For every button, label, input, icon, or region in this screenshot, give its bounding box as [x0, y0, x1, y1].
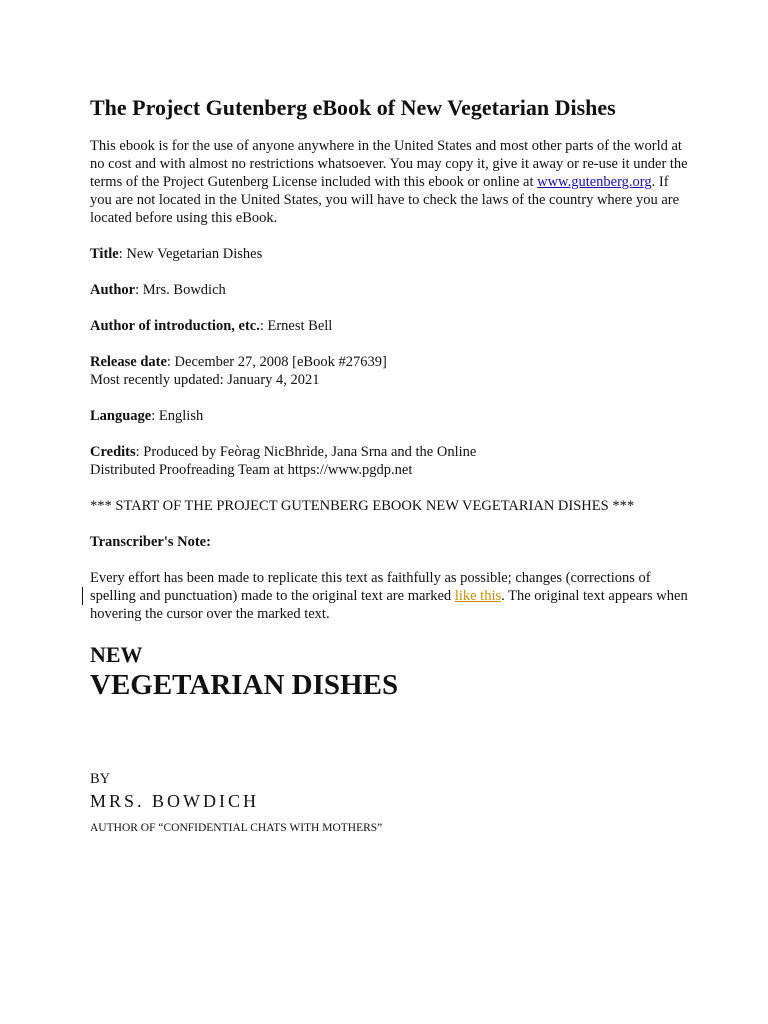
release-label: Release date	[90, 354, 167, 370]
book-title-new: NEW	[90, 642, 143, 667]
credits-field	[90, 443, 690, 479]
intro-author-label: Author of introduction, etc.	[90, 318, 260, 334]
byline-by: BY	[90, 771, 111, 787]
credits-value-line2: Distributed Proofreading Team at https://www.pgdp.net	[90, 462, 413, 478]
start-marker: *** START OF THE PROJECT GUTENBERG EBOOK NEW VEGETARIAN DISHES ***	[90, 498, 635, 514]
intro-paragraph	[90, 137, 690, 227]
language-label: Language	[90, 408, 152, 424]
transcriber-text-part1: Every effort has been made to replicate this text as faithfully as possible; changes (corrections of spelling and punctuation) made to the original text are marked	[90, 570, 651, 604]
author-field	[90, 281, 690, 299]
text-cursor	[82, 587, 83, 605]
title-value: : New Vegetarian Dishes	[118, 246, 263, 262]
intro-author-field	[90, 317, 690, 335]
intro-text-part1: This ebook is for the use of anyone anywhere in the United States and most other parts of the world at no cost and with almost no restrictions whatsoever. You may copy it, give it away or re-use it under the terms of the Project Gutenberg License included with this ebook or online at	[90, 138, 688, 190]
transcriber-text-part2: . The original text appears when hovering the cursor over the marked text.	[90, 588, 688, 622]
gutenberg-link[interactable]: www.gutenberg.org	[537, 174, 652, 190]
author-value: : Mrs. Bowdich	[135, 282, 226, 298]
author-of-credit: AUTHOR OF “CONFIDENTIAL CHATS WITH MOTHERS”	[90, 822, 383, 834]
marked-text-example-link[interactable]: like this	[454, 588, 502, 604]
transcriber-note-paragraph	[90, 569, 690, 623]
credits-value-line1: : Produced by Feòrag NicBhrìde, Jana Srna and the Online	[135, 444, 477, 460]
transcriber-heading-text: Transcriber's Note:	[90, 534, 211, 550]
page-title: The Project Gutenberg eBook of New Vegetarian Dishes	[90, 95, 616, 120]
language-field	[90, 407, 690, 425]
release-date-field	[90, 353, 690, 389]
transcriber-heading	[90, 533, 690, 551]
title-field	[90, 245, 690, 263]
intro-author-value: : Ernest Bell	[259, 318, 333, 334]
language-value: : English	[151, 408, 204, 424]
author-label: Author	[90, 282, 136, 298]
title-label: Title	[90, 246, 119, 262]
book-title-main: VEGETARIAN DISHES	[90, 669, 399, 701]
credits-label: Credits	[90, 444, 136, 460]
byline-author: MRS. BOWDICH	[90, 791, 260, 811]
updated-text: Most recently updated: January 4, 2021	[90, 372, 320, 388]
intro-text-part2: . If you are not located in the United States, you will have to check the laws of the country where you are located before using this eBook.	[90, 174, 680, 226]
release-value: : December 27, 2008 [eBook #27639]	[166, 354, 387, 370]
